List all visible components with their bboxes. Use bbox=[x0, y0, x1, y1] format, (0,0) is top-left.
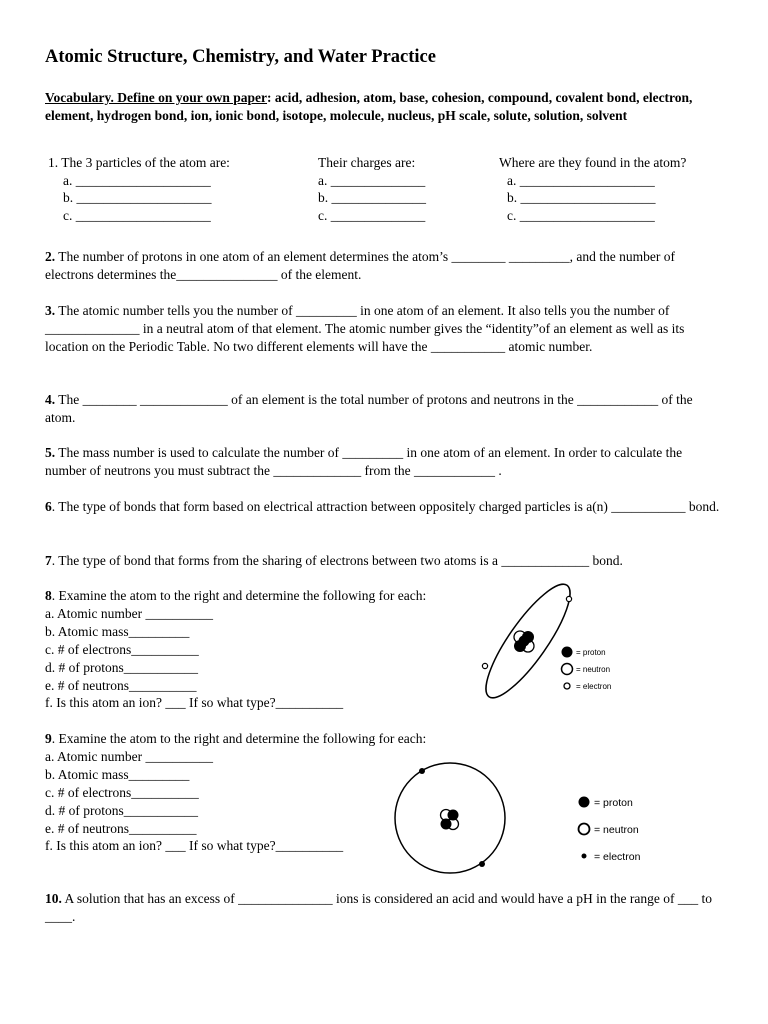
nucleus-q9 bbox=[441, 810, 459, 830]
page-title: Atomic Structure, Chemistry, and Water Practice bbox=[45, 47, 436, 67]
atom-diagram-q8 bbox=[470, 575, 650, 700]
q1-particles-line-c: c. ____________________ bbox=[63, 207, 211, 223]
question-3-text: The atomic number tells you the number of _________ in one atom of an element. It also tells you the number of ______________ in a neutral atom of that element. The atomic number gives the “identity”of an element as well as its location on the Periodic Table. No two different elements will have the ___________ atomic number. bbox=[45, 303, 685, 355]
question-4-number: 4. bbox=[45, 392, 56, 407]
legend-electron-label: = electron bbox=[594, 851, 641, 863]
question-8-line-c: c. # of electrons__________ bbox=[45, 641, 199, 657]
vocabulary-terms: : acid, adhesion, atom, base, cohesion, compound, covalent bond, electron, element, hydrogen bond, ion, ionic bond, isotope, molecule, nucleus, pH scale, solute, solution, solvent bbox=[45, 90, 693, 123]
nucleus-q8 bbox=[514, 631, 534, 652]
question-9 bbox=[45, 730, 426, 855]
electron-dot bbox=[566, 596, 571, 601]
q1-location-line-c: c. ____________________ bbox=[507, 207, 655, 223]
question-9-line-a: a. Atomic number __________ bbox=[45, 748, 213, 764]
question-9-title: 9. Examine the atom to the right and determine the following for each: bbox=[45, 731, 427, 746]
electron-dot bbox=[479, 861, 485, 867]
question-2-number: 2. bbox=[45, 249, 56, 264]
question-5 bbox=[45, 444, 725, 480]
question-6-text: . The type of bonds that form based on electrical attraction between oppositely charged particles is a(n) ___________ bond. bbox=[51, 499, 720, 514]
question-4-text: The ________ _____________ of an element is the total number of protons and neutrons in the ____________ of the atom. bbox=[45, 392, 693, 426]
question-8-line-f: f. Is this atom an ion? ___ If so what type?__________ bbox=[45, 695, 344, 711]
question-5-number: 5. bbox=[45, 445, 56, 460]
q1-particles-line-b: b. ____________________ bbox=[63, 190, 212, 205]
q1-location-line-b: b. ____________________ bbox=[507, 190, 656, 205]
q1-particles-line-a: a. ____________________ bbox=[63, 172, 211, 188]
question-8-line-a: a. Atomic number __________ bbox=[45, 605, 213, 621]
question-4 bbox=[45, 391, 725, 427]
question-9-number: 9 bbox=[45, 731, 52, 746]
question-7 bbox=[45, 552, 725, 570]
question-10-number: 10. bbox=[45, 891, 62, 906]
question-6-number: 6 bbox=[45, 499, 52, 514]
question-8-line-d: d. # of protons___________ bbox=[45, 659, 198, 675]
legend-neutron-icon bbox=[579, 824, 590, 835]
question-3 bbox=[45, 302, 725, 357]
electron-dot bbox=[419, 768, 425, 774]
question-8-title: 8. Examine the atom to the right and determine the following for each: bbox=[45, 588, 427, 603]
q1-charges-line-b: b. ______________ bbox=[318, 190, 426, 205]
question-8-line-b: b. Atomic mass_________ bbox=[45, 623, 190, 639]
question-9-line-f: f. Is this atom an ion? ___ If so what type?__________ bbox=[45, 838, 344, 854]
legend-electron-label: = electron bbox=[576, 682, 612, 691]
vocabulary-section bbox=[45, 89, 725, 125]
question-9-line-b: b. Atomic mass_________ bbox=[45, 766, 190, 782]
electron-dot bbox=[482, 663, 487, 668]
legend-neutron-label: = neutron bbox=[594, 824, 639, 836]
legend-proton-icon bbox=[579, 797, 590, 808]
question-6 bbox=[45, 498, 725, 516]
q1-location-title: Where are they found in the atom? bbox=[499, 155, 687, 170]
q1-particles-column bbox=[48, 154, 230, 224]
question-7-number: 7 bbox=[45, 553, 52, 568]
question-10-text: A solution that has an excess of ______________ ions is considered an acid and would have a pH in the range of ___ to ____. bbox=[45, 891, 712, 925]
q1-charges-title: Their charges are: bbox=[318, 155, 416, 170]
question-7-text: . The type of bond that forms from the sharing of electrons between two atoms is a _____________ bond. bbox=[51, 553, 623, 568]
question-8-number: 8 bbox=[45, 588, 52, 603]
q1-particles-title: 1. The 3 particles of the atom are: bbox=[48, 155, 230, 170]
legend-electron-icon bbox=[582, 854, 587, 859]
q1-location-column bbox=[499, 154, 686, 224]
question-9-line-e: e. # of neutrons__________ bbox=[45, 820, 197, 836]
q1-location-line-a: a. ____________________ bbox=[507, 172, 655, 188]
question-5-text: The mass number is used to calculate the number of _________ in one atom of an element. In order to calculate the number of neutrons you must subtract the _____________ from the ____________ . bbox=[45, 445, 683, 479]
question-8-line-e: e. # of neutrons__________ bbox=[45, 677, 197, 693]
question-3-number: 3. bbox=[45, 303, 56, 318]
vocabulary-label: Vocabulary. Define on your own paper bbox=[45, 90, 268, 105]
q1-charges-line-c: c. ______________ bbox=[318, 207, 426, 223]
question-2 bbox=[45, 248, 725, 284]
legend-proton-icon bbox=[562, 647, 573, 658]
question-10 bbox=[45, 890, 725, 926]
question-9-line-d: d. # of protons___________ bbox=[45, 802, 198, 818]
legend-proton-label: = proton bbox=[594, 797, 633, 809]
legend-neutron-icon bbox=[562, 664, 573, 675]
question-9-line-c: c. # of electrons__________ bbox=[45, 784, 199, 800]
legend-proton-label: = proton bbox=[576, 648, 606, 657]
q1-charges-line-a: a. ______________ bbox=[318, 172, 426, 188]
legend-neutron-label: = neutron bbox=[576, 665, 611, 674]
question-2-text: The number of protons in one atom of an element determines the atom’s ________ _________, and the number of electrons determines the_______________ of the element. bbox=[45, 249, 675, 283]
legend-electron-icon bbox=[564, 683, 570, 689]
atom-diagram-q9 bbox=[390, 758, 660, 878]
q1-charges-column bbox=[318, 154, 426, 224]
question-8 bbox=[45, 587, 426, 712]
